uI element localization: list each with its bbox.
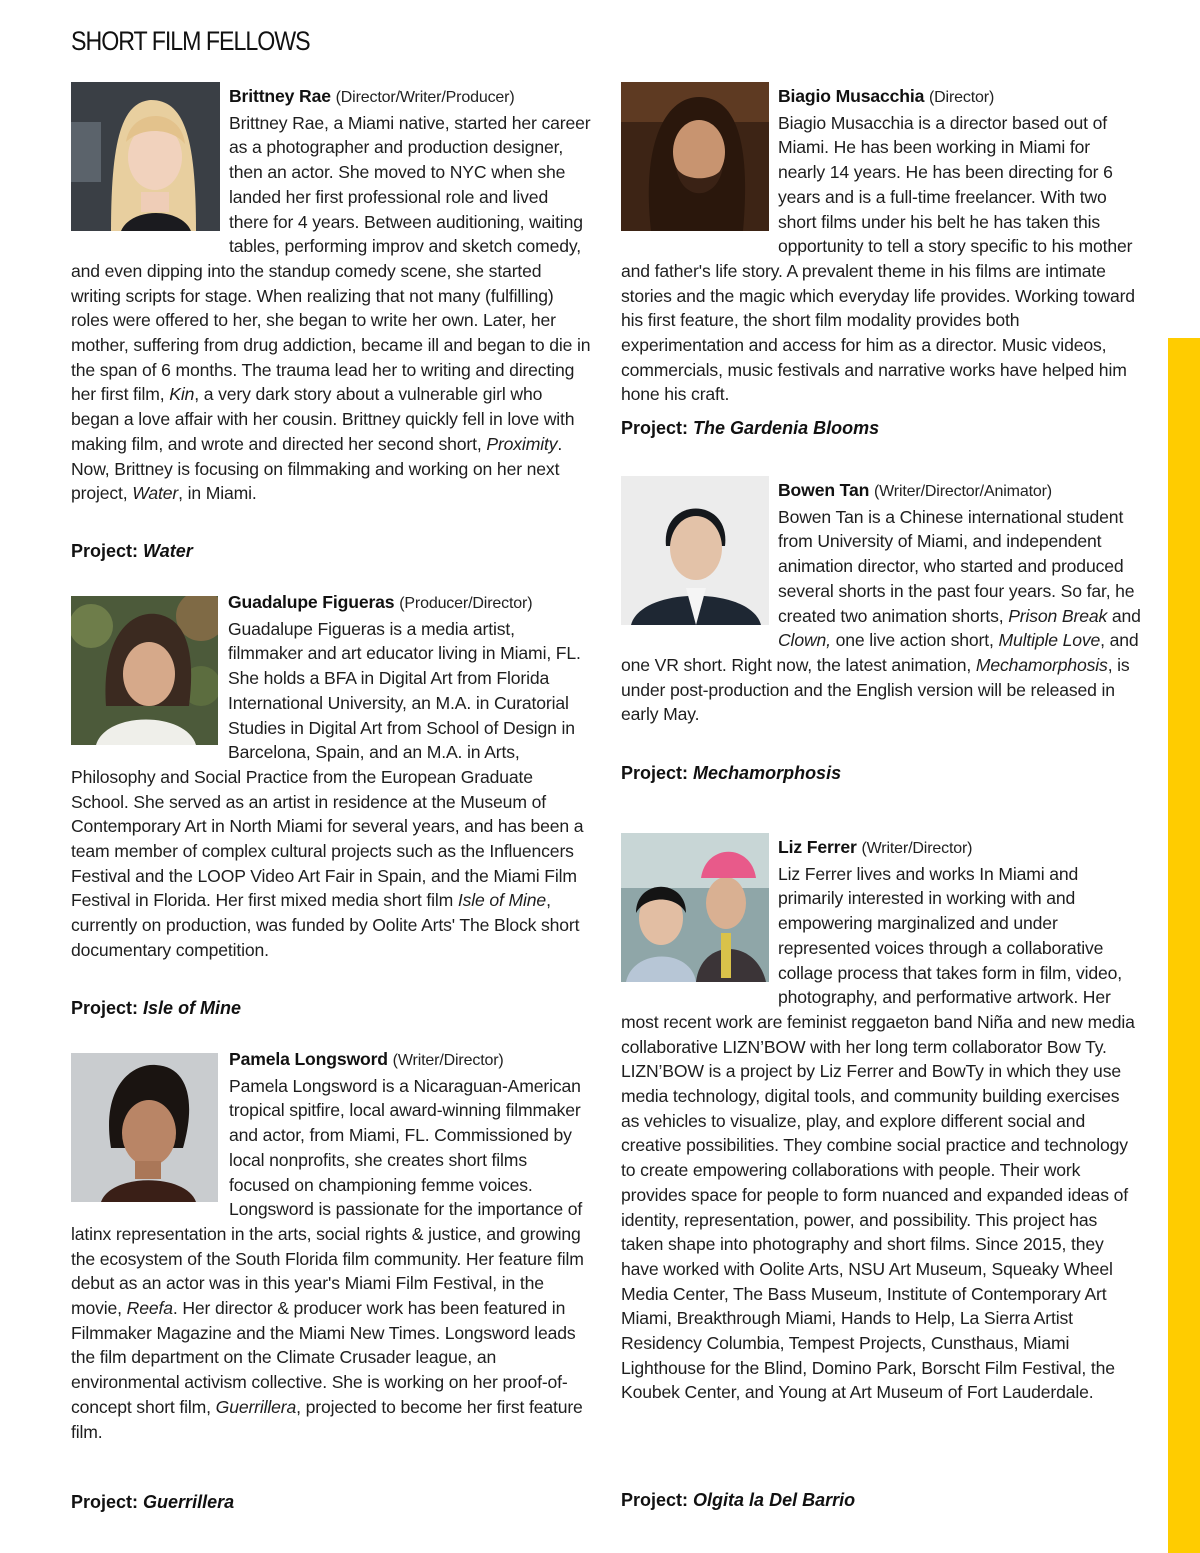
fellow-bio-text: Brittney Rae, a Miami native, started her career as a photographer and production designer, then an actor. She moved to NYC when she landed her first professional role and lived there for 4 years. Between auditioning, waiting tables, performing improv and sketch comedy, and even dipping into the standup comedy scene, she started writing scripts for stage. When realizing that not many (fulfilling) roles were offered to her, she began to write her own. Later, her mother, suffering from drug addiction, became ill and began to die in the span of 6 months. The trauma lead her to writing and directing her first film, bbox=[71, 112, 591, 405]
fellow-bio-text: and bbox=[1107, 605, 1141, 626]
fellow-bio-text: , a very dark story about a vulnerable girl who began a love affair with her cousin. Brittney quickly fell in love with making film, and wrote and directed her second short, bbox=[71, 384, 575, 454]
fellow-bio-text: one live action short, bbox=[830, 630, 999, 651]
fellow-role: (Director/Writer/Producer) bbox=[335, 89, 515, 106]
fellow-bowen-tan-bio bbox=[621, 478, 1141, 727]
accent-bar-fill bbox=[1168, 338, 1200, 1553]
page-title: SHORT FILM FELLOWS bbox=[71, 26, 310, 56]
fellow-project-brittney-rae bbox=[71, 541, 193, 562]
fellow-bio-title: Multiple Love bbox=[998, 630, 1101, 651]
fellow-bio-text: , and one VR short. Right now, the latest animation, bbox=[621, 630, 1139, 675]
fellow-guadalupe-figueras-bio bbox=[71, 590, 591, 963]
fellow-bio-text: , in Miami. bbox=[178, 483, 257, 504]
fellow-bio-text: Bowen Tan is a Chinese international student from University of Miami, and independent animation director, who started and produced several shorts in the past four years. So far, he created two animation shorts, bbox=[778, 506, 1135, 626]
project-title: The Gardenia Blooms bbox=[693, 418, 880, 438]
fellow-bio-text: . Her director & producer work has been featured in Filmmaker Magazine and the Miami New Times. Longsword leads the film department on the Climate Crusader league, an environmental activism collective. She is working on her proof-of-concept short film, bbox=[71, 1298, 576, 1417]
fellow-bio-title: Kin bbox=[169, 384, 195, 405]
fellow-bio-text: , currently on production, was funded by Oolite Arts' The Block short documentary competition. bbox=[71, 890, 580, 960]
fellow-bio-text: Pamela Longsword is a Nicaraguan-American tropical spitfire, local award-winning filmmaker and actor, from Miami, FL. Commissioned by local nonprofits, she creates short films focused on championing femme voices. Longsword is passionate for the importance of latinx representation in the arts, social rights & justice, and growing the ecosystem of the South Florida film community. Her feature film debut as an actor was in this year's Miami Film Festival, in the movie, bbox=[71, 1075, 584, 1319]
fellow-bio-title: Proximity bbox=[486, 433, 558, 454]
fellow-role: (Director) bbox=[928, 89, 995, 106]
fellow-name: Biagio Musacchia bbox=[778, 86, 925, 106]
project-title: Isle of Mine bbox=[143, 998, 242, 1018]
fellow-role: (Writer/Director/Animator) bbox=[873, 483, 1052, 500]
fellow-name: Pamela Longsword bbox=[229, 1049, 388, 1069]
fellow-photo-guadalupe-figueras bbox=[71, 596, 218, 745]
fellow-biagio-musacchia-bio bbox=[621, 84, 1139, 407]
project-label: Project: bbox=[71, 1492, 139, 1512]
project-label: Project: bbox=[621, 418, 689, 438]
fellow-project-guadalupe-figueras bbox=[71, 998, 241, 1019]
fellow-bio-text: , projected to become her first feature film. bbox=[71, 1396, 583, 1442]
project-title: Guerrillera bbox=[143, 1492, 235, 1512]
project-label: Project: bbox=[621, 1490, 689, 1510]
fellow-name: Liz Ferrer bbox=[778, 837, 857, 857]
fellow-bio-title: Mechamorphosis bbox=[975, 654, 1108, 675]
fellow-bio-text: Guadalupe Figueras is a media artist, filmmaker and art educator living in Miami, FL. She holds a BFA in Digital Art from Florida International University, an M.A. in Curatorial Studies in Digital Art from School of Design in Barcelona, Spain, and an M.A. in Arts, Philosophy and Social Practice from the European Graduate School. She served as an artist in residence at the Museum of Contemporary Art in North Miami for several years, and has been a team member of complex cultural projects such as the Influencers Festival and the LOOP Video Art Fair in Spain, and the Miami Film Festival in Florida. Her first mixed media short film bbox=[71, 618, 584, 911]
fellow-project-bowen-tan bbox=[621, 763, 841, 784]
fellow-photo-pamela-longsword bbox=[71, 1053, 218, 1202]
fellow-bio-text: Biagio Musacchia is a director based out of Miami. He has been working in Miami for nearly 14 years. He has been directing for 6 years and is a full-time freelancer. With two short films under his belt he has taken this opportunity to tell a story specific to his mother and father's life story. A prevalent theme in his films are intimate stories and the magic which everyday life provides. Working toward his first feature, the short film modality provides both experimentation and access for him as a director. Music videos, commercials, music festivals and narrative works have helped him hone his craft. bbox=[621, 112, 1135, 405]
fellow-liz-ferrer-bio bbox=[621, 835, 1141, 1405]
project-label: Project: bbox=[71, 541, 139, 561]
fellow-photo-liz-ferrer bbox=[621, 833, 769, 982]
fellow-project-pamela-longsword bbox=[71, 1492, 234, 1513]
fellow-bio-text: . Now, Brittney is focusing on filmmaking and working on her next project, bbox=[71, 433, 563, 504]
fellow-role: (Producer/Director) bbox=[399, 595, 533, 612]
project-label: Project: bbox=[71, 998, 139, 1018]
project-title: Olgita la Del Barrio bbox=[693, 1490, 856, 1510]
fellow-photo-bowen-tan bbox=[621, 476, 769, 625]
accent-bar bbox=[1168, 338, 1200, 1553]
fellow-bio-title: Clown, bbox=[778, 630, 831, 651]
fellow-project-liz-ferrer bbox=[621, 1490, 855, 1511]
fellow-bio-title: Prison Break bbox=[1008, 605, 1108, 626]
fellow-bio-title: Water bbox=[132, 483, 179, 504]
fellow-bio-title: Reefa bbox=[126, 1298, 173, 1319]
project-title: Water bbox=[143, 541, 193, 561]
fellow-bio-text: Liz Ferrer lives and works In Miami and primarily interested in working with and empowering marginalized and under represented voices through a collaborative collage process that takes form in film, video, photography, and performative artwork. Her most recent work are feminist reggaeton band Niña and new media collaborative LIZN’BOW with her long term collaborator Bow Ty. LIZN’BOW is a project by Liz Ferrer and BowTy in which they use media technology, digital tools, and community building exercises as vehicles to visualize, play, and explore different social and creative possibilities. They combine social practice and technology to create empowering collaborations with people. Their work provides space for people to form nuanced and expanded ideas of identity, representation, power, and possibility. This project has taken shape into photography and short films. Since 2015, they have worked with Oolite Arts, NSU Art Museum, Squeaky Wheel Media Center, The Bass Museum, Institute of Contemporary Art Miami, Breakthrough Miami, Hands to Help, La Sierra Artist Residency Columbia, Tempest Projects, Cunsthaus, Miami Lighthouse for the Blind, Domino Park, Borscht Film Festival, the Koubek Center, and Young at Art Museum of Fort Lauderdale. bbox=[621, 863, 1135, 1403]
fellow-project-biagio-musacchia bbox=[621, 418, 879, 439]
fellow-photo-brittney-rae bbox=[71, 82, 220, 231]
fellow-role: (Writer/Director) bbox=[392, 1052, 504, 1069]
project-label: Project: bbox=[621, 763, 689, 783]
fellow-role: (Writer/Director) bbox=[861, 840, 973, 857]
fellow-pamela-longsword-bio bbox=[71, 1047, 591, 1444]
fellow-name: Brittney Rae bbox=[229, 86, 331, 106]
project-title: Mechamorphosis bbox=[693, 763, 842, 783]
fellow-bio-title: Isle of Mine bbox=[457, 890, 547, 911]
fellow-bio-text: , is under post-production and the English version will be released in early May. bbox=[621, 654, 1130, 725]
fellow-bio-title: Guerrillera bbox=[215, 1396, 297, 1417]
fellow-name: Guadalupe Figueras bbox=[228, 592, 395, 612]
fellow-name: Bowen Tan bbox=[778, 480, 870, 500]
fellow-photo-biagio-musacchia bbox=[621, 82, 769, 231]
fellow-brittney-rae-bio bbox=[71, 84, 591, 506]
